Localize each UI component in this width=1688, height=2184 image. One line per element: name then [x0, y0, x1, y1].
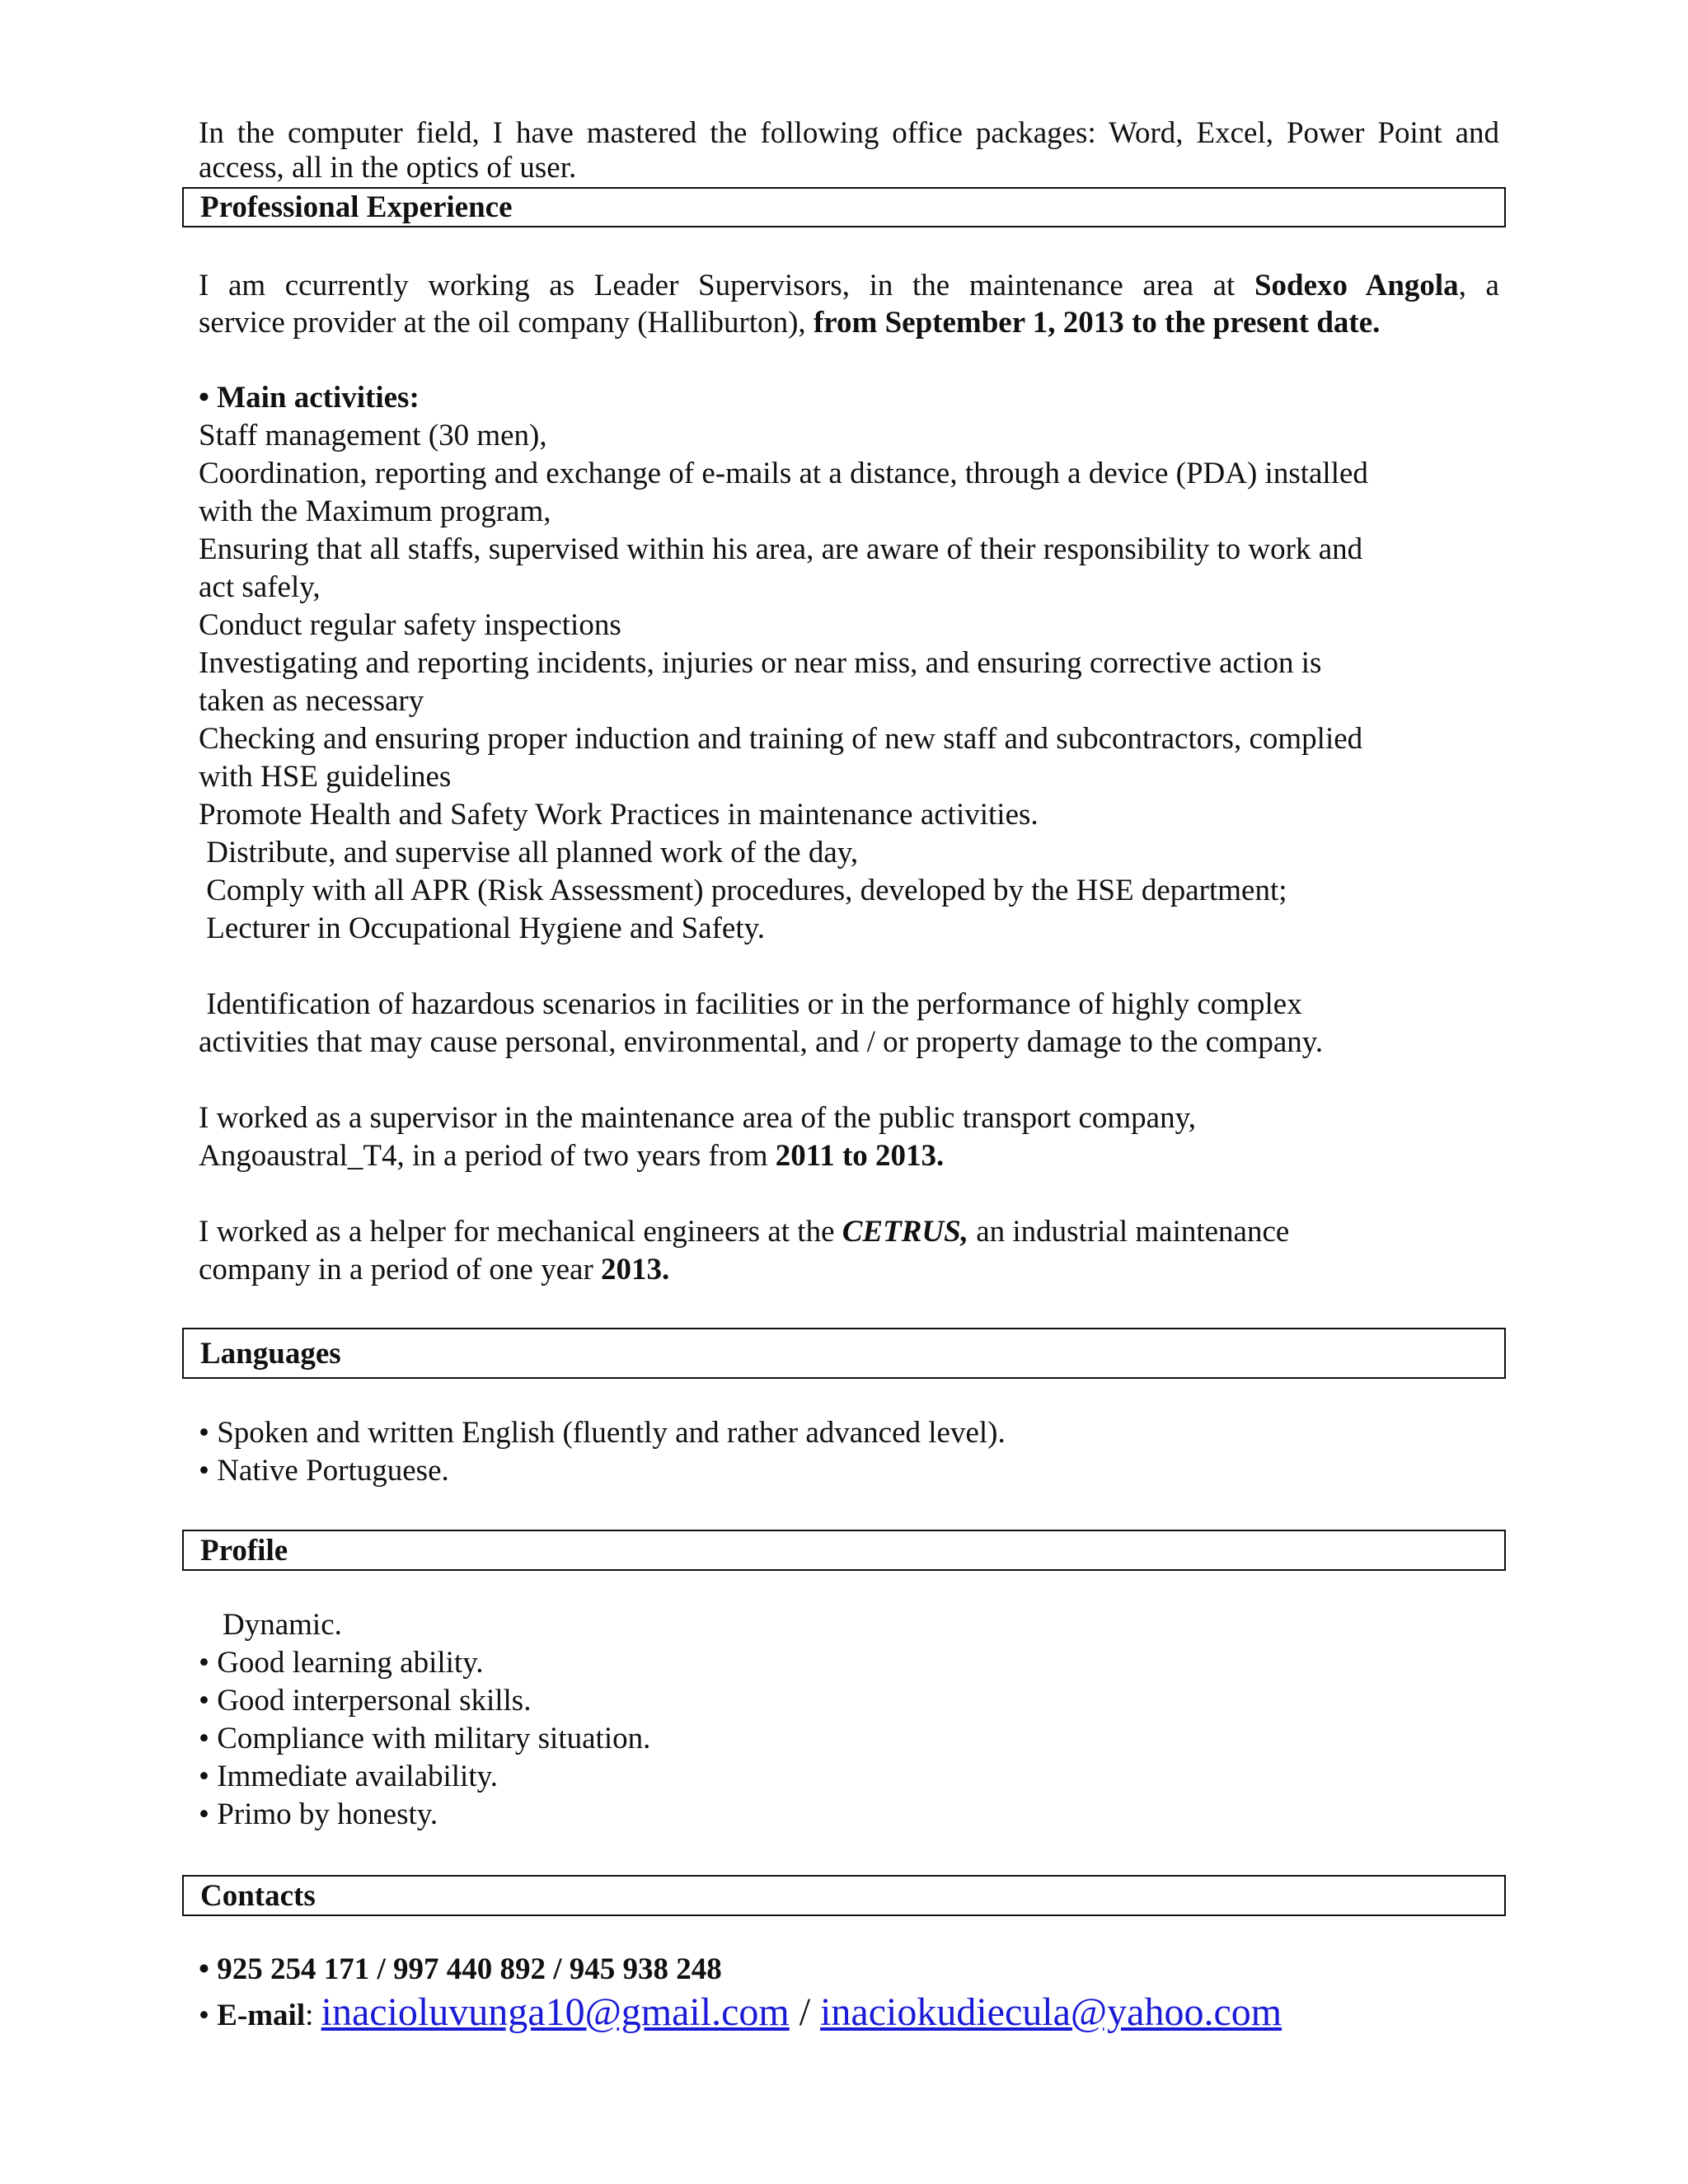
- main-activities-label: • Main activities:: [199, 381, 420, 415]
- company-cetrus: CETRUS,: [842, 1215, 968, 1249]
- section-header-professional-experience: [182, 187, 1506, 227]
- language-item: • Spoken and written English (fluently and rather advanced level).: [199, 1416, 1006, 1450]
- job2-text: Angoaustral_T4, in a period of two years from: [199, 1139, 776, 1173]
- current-job-text: I am ccurrently working as Leader Supervisors, in the maintenance area at: [199, 269, 1254, 302]
- section-header-profile: [182, 1530, 1506, 1571]
- activity-item: Conduct regular safety inspections: [199, 608, 621, 642]
- identification-line-2: activities that may cause personal, environmental, and / or property damage to the company.: [199, 1025, 1324, 1059]
- current-job-period: from September 1, 2013 to the present date.: [813, 306, 1381, 340]
- section-header-languages: [182, 1328, 1506, 1379]
- job2-line-2: [199, 1138, 944, 1174]
- email-label: E-mail: [217, 1999, 306, 2032]
- activity-item: Distribute, and supervise all planned work of the day,: [199, 836, 859, 869]
- section-title: Contacts: [200, 1878, 316, 1913]
- email-bullet: •: [199, 1999, 218, 2032]
- activity-item: Coordination, reporting and exchange of e-mails at a distance, through a device (PDA) installed: [199, 457, 1368, 490]
- activity-item: Comply with all APR (Risk Assessment) procedures, developed by the HSE department;: [199, 874, 1287, 907]
- current-job-line-1: [199, 268, 1499, 304]
- email-link-yahoo[interactable]: inaciokudiecula@yahoo.com: [820, 1990, 1282, 2034]
- profile-item: • Good interpersonal skills.: [199, 1684, 532, 1718]
- job3-text-2: company in a period of one year: [199, 1253, 602, 1286]
- profile-item: Dynamic.: [223, 1608, 342, 1642]
- activity-item: with HSE guidelines: [199, 760, 452, 794]
- intro-line-1: In the computer field, I have mastered the following office packages: Word, Excel, Power Point and: [199, 116, 1499, 150]
- profile-item: • Compliance with military situation.: [199, 1722, 651, 1755]
- activity-item: Ensuring that all staffs, supervised within his area, are aware of their responsibility to work and: [199, 532, 1363, 566]
- section-header-contacts: [182, 1875, 1506, 1916]
- activity-item: act safely,: [199, 570, 321, 604]
- contact-email-line: [199, 1990, 1282, 2039]
- job3-text: I worked as a helper for mechanical engineers at the: [199, 1215, 842, 1249]
- current-job-text-2: service provider at the oil company (Halliburton),: [199, 306, 814, 340]
- email-separator: /: [789, 1990, 821, 2034]
- job2-line-1: I worked as a supervisor in the maintenance area of the public transport company,: [199, 1101, 1196, 1135]
- profile-item: • Primo by honesty.: [199, 1797, 438, 1831]
- section-title: Professional Experience: [200, 190, 513, 224]
- identification-line-1: Identification of hazardous scenarios in facilities or in the performance of highly complex: [199, 987, 1302, 1021]
- activity-item: Promote Health and Safety Work Practices in maintenance activities.: [199, 798, 1039, 832]
- activity-item: Checking and ensuring proper induction and training of new staff and subcontractors, complied: [199, 722, 1363, 756]
- profile-item: • Good learning ability.: [199, 1646, 484, 1680]
- job2-period: 2011 to 2013.: [775, 1139, 945, 1173]
- activity-item: Investigating and reporting incidents, injuries or near miss, and ensuring corrective action is: [199, 646, 1322, 680]
- intro-line-2: access, all in the optics of user.: [199, 151, 577, 185]
- language-item: • Native Portuguese.: [199, 1454, 449, 1488]
- section-title: Languages: [200, 1336, 341, 1371]
- activity-item: taken as necessary: [199, 684, 424, 718]
- contact-phones: • 925 254 171 / 997 440 892 / 945 938 248: [199, 1952, 722, 1986]
- activity-item: Staff management (30 men),: [199, 419, 547, 452]
- company-sodexo: Sodexo Angola: [1254, 269, 1459, 302]
- email-colon: :: [305, 1999, 321, 2032]
- email-link-gmail[interactable]: inacioluvunga10@gmail.com: [321, 1990, 790, 2034]
- section-title: Profile: [200, 1533, 288, 1568]
- job3-line-1: [199, 1214, 1289, 1250]
- activity-item: with the Maximum program,: [199, 494, 551, 528]
- job3-line-2: [199, 1252, 669, 1288]
- job3-text-end: an industrial maintenance: [968, 1215, 1290, 1249]
- profile-item: • Immediate availability.: [199, 1760, 498, 1793]
- activity-item: Lecturer in Occupational Hygiene and Safety.: [199, 912, 765, 945]
- current-job-line-2: [199, 305, 1380, 341]
- current-job-text-end: , a: [1458, 269, 1499, 302]
- job3-year: 2013.: [601, 1253, 670, 1286]
